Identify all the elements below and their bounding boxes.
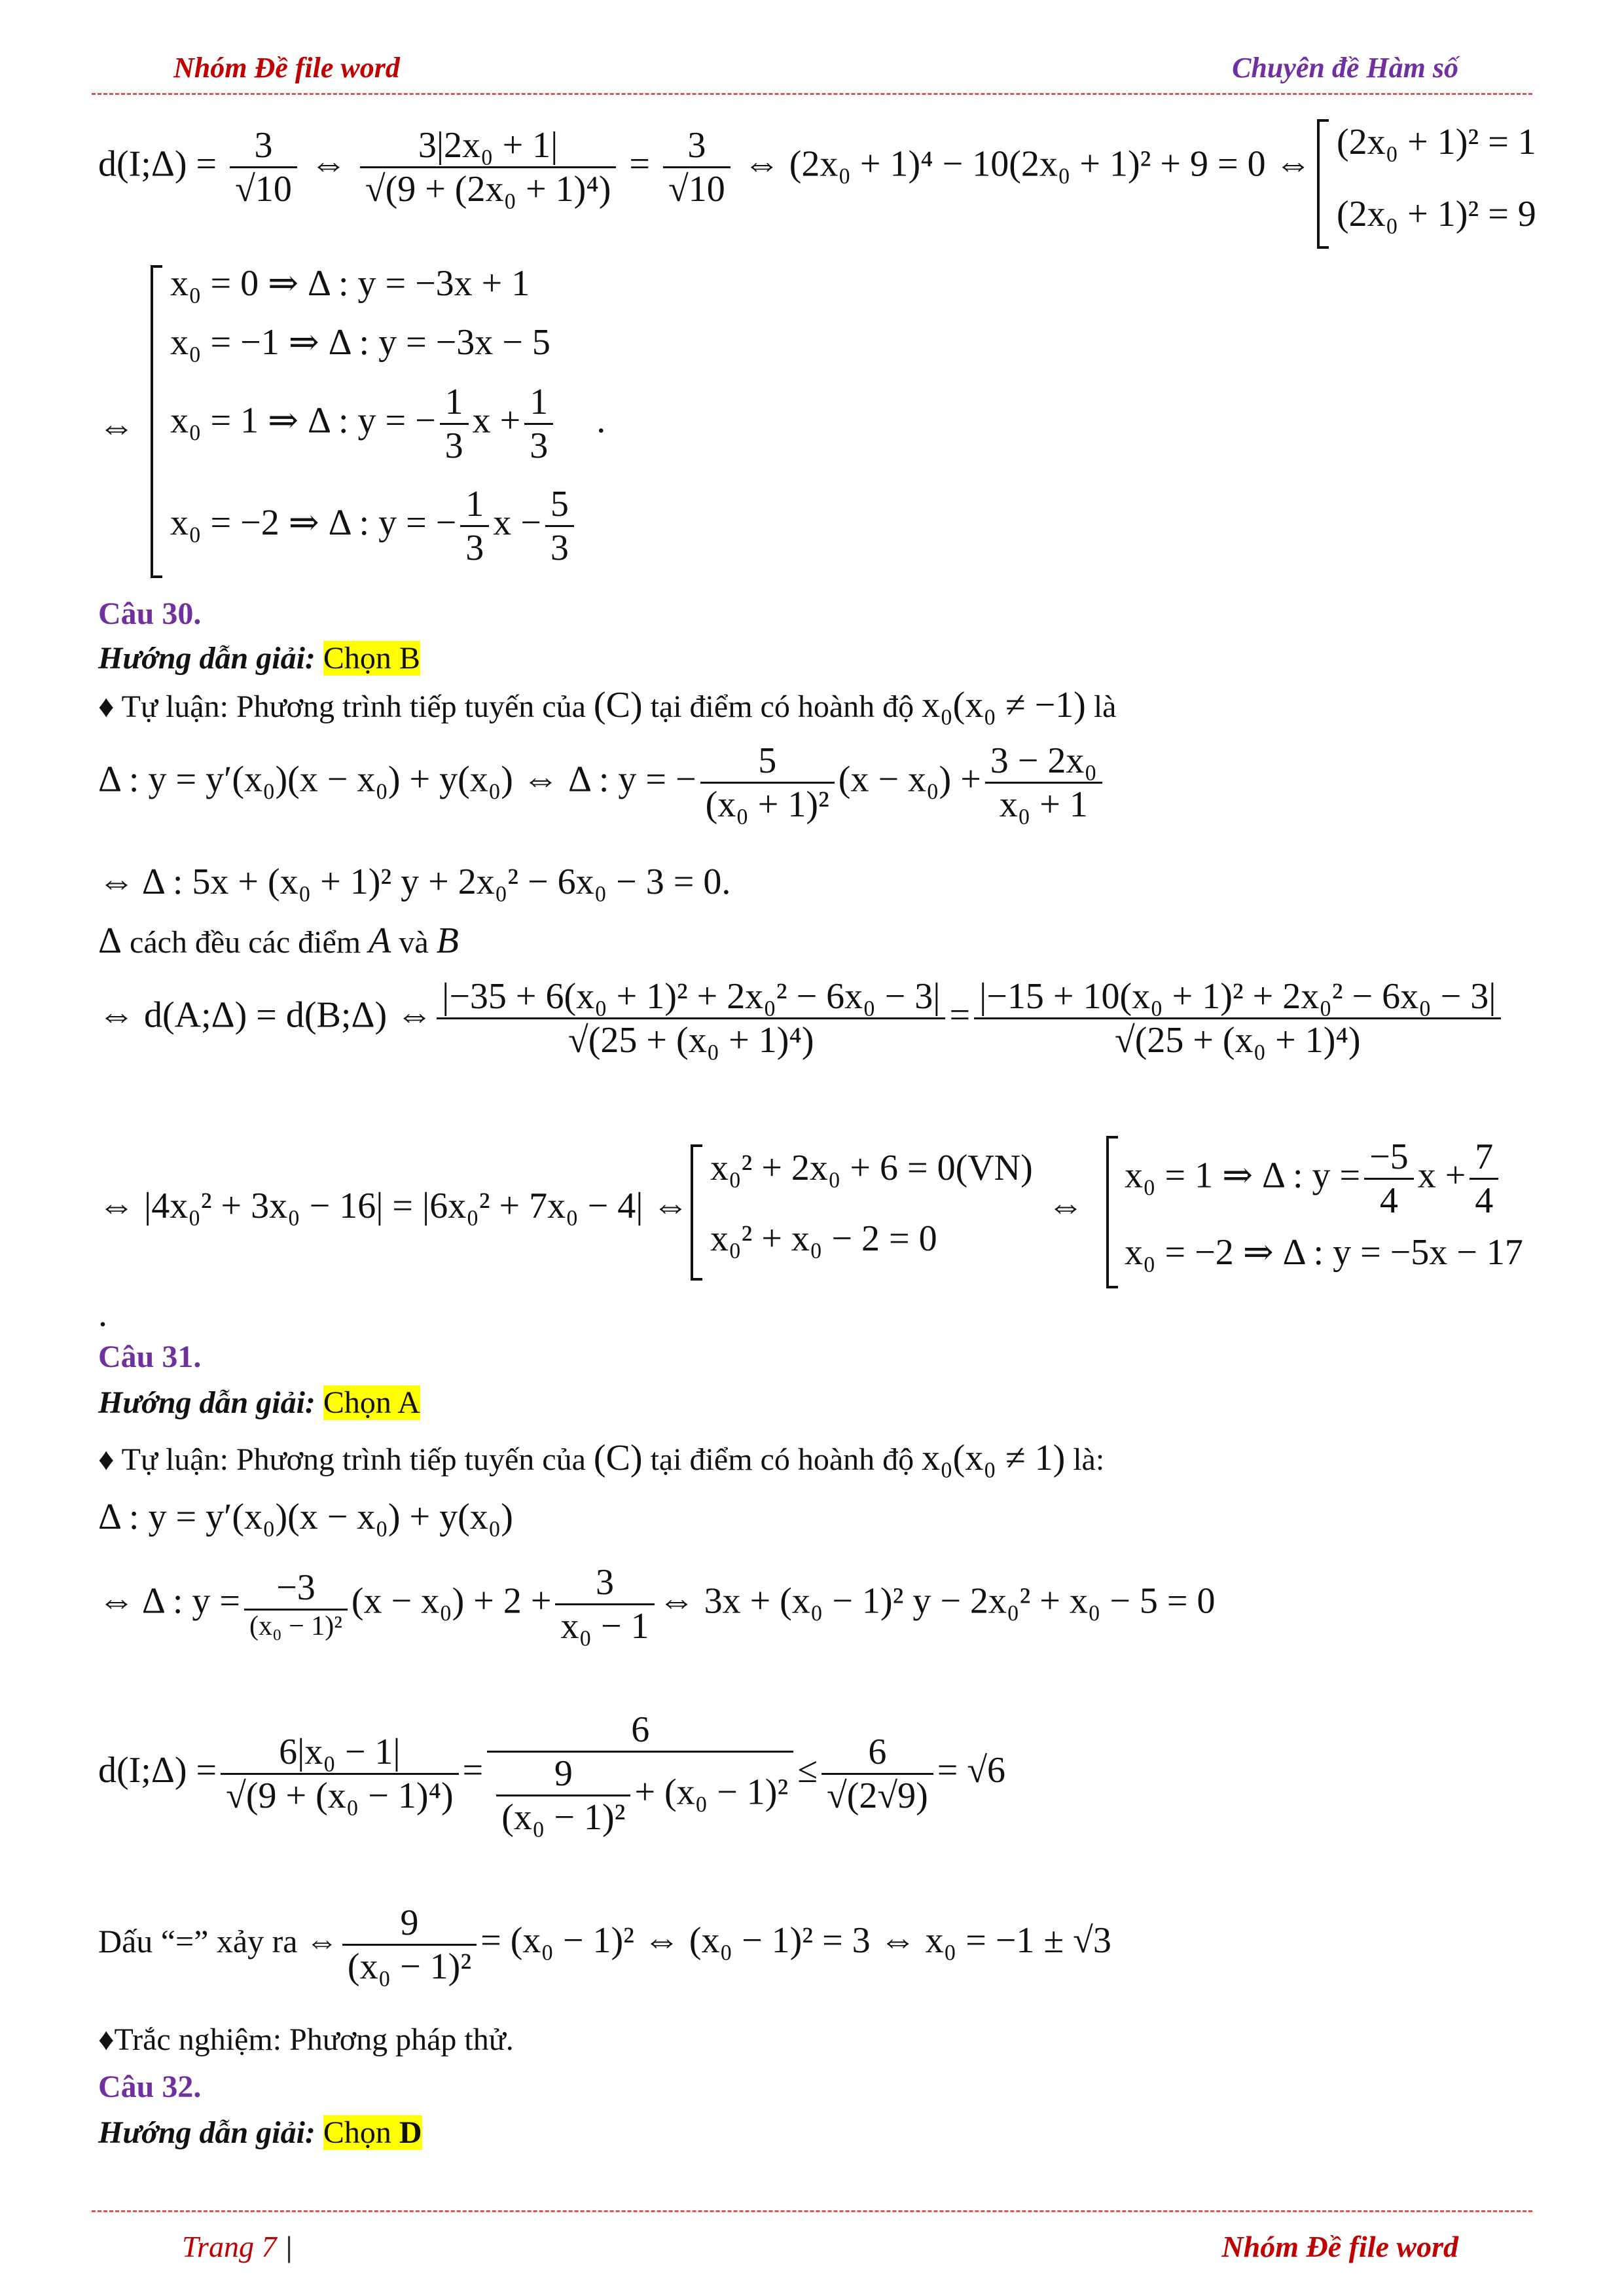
- eq1-case-bracket: [1317, 119, 1329, 249]
- system-arrow: ⇔: [98, 407, 135, 447]
- q30-guide: Hướng dẫn giải: Chọn B: [98, 641, 420, 676]
- q31-trial: ♦Trắc nghiệm: Phương pháp thử.: [98, 2022, 514, 2057]
- eq1-frac-3: $\frac{3}{√10}$: [663, 124, 731, 210]
- q31-tangent-eq: Δ : y = y′(x₀)(x − x₀) + y(x₀): [98, 1497, 513, 1537]
- header-left-title: Nhóm Đề file word: [173, 52, 400, 84]
- q30-distance-eq: ⇔ d(A;Δ) = d(B;Δ) ⇔ $\frac{\text{|−35 + 6(x₀ + 1)² + 2x₀² − 6x₀ − 3|}}{\text{√(25 + (x₀ + 1)⁴)}}$ = $\frac{\text{|−15 + 10(x₀ + 1)² + 2x₀² − 6x₀ − 3|}}{\text{√(25 + (x₀ + 1)⁴)}}$: [98, 975, 1505, 1061]
- header-divider: [92, 93, 1532, 95]
- q30-tangent-eq: Δ : y = y′(x₀)(x − x₀) + y(x₀) ⇔ Δ : y = − $\frac{5}{\text{(x₀ + 1)²}}$ (x − x₀) + $\frac{\text{3 − 2x₀}}{\text{x₀ + 1}}$: [98, 740, 1106, 826]
- q30-end-dot: .: [98, 1294, 107, 1334]
- eq1-frac-2: $\frac{\text{3|2x₀ + 1|}}{\text{√(9 + (2x₀ + 1)⁴)}}$: [360, 124, 617, 210]
- footer-page: Trang 7 |: [182, 2230, 293, 2263]
- q30-title: Câu 30.: [98, 596, 202, 631]
- q31-title: Câu 31.: [98, 1339, 202, 1374]
- top-equation-row: d(I;Δ) = $\frac{3}{√10}$ ⇔ $\frac{\text{3|2x₀ + 1|}}{\text{√(9 + (2x₀ + 1)⁴)}}$ = $\frac{3}{√10}$ ⇔ (2x₀ + 1)⁴ − 10(2x₀ + 1)² + 9 = 0 ⇔: [98, 125, 1312, 210]
- q30-system1-bracket: [691, 1144, 702, 1281]
- system-case-3: x₀ = 1 ⇒ Δ : y = − $\frac{1}{3}$ x + $\frac{1}{3}$ .: [170, 382, 606, 466]
- header-right-title: Chuyên đề Hàm số: [1232, 52, 1458, 84]
- q30-system2-b: x₀ = −2 ⇒ Δ : y = −5x − 17: [1125, 1232, 1523, 1273]
- q30-intro: ♦ Tự luận: Phương trình tiếp tuyến của (C) tại điểm có hoành độ x₀(x₀ ≠ −1) là: [98, 685, 1117, 725]
- q30-general-eq: ⇔ Δ : 5x + (x₀ + 1)² y + 2x₀² − 6x₀ − 3 = 0.: [98, 862, 731, 902]
- eq1-rest: ⇔ (2x₀ + 1)⁴ − 10(2x₀ + 1)² + 9 = 0 ⇔: [743, 143, 1312, 185]
- eq1-case-2: (2x₀ + 1)² = 9: [1337, 194, 1536, 234]
- q31-answer: Chọn A: [323, 1385, 420, 1420]
- system-bracket: [151, 265, 162, 578]
- footer-divider: [92, 2210, 1532, 2212]
- q31-distance-eq: d(I;Δ) = $\frac{\text{6|x₀ − 1|}}{\text{√(9 + (x₀ − 1)⁴)}}$ = 6 $\frac{9}{\text{(x₀ − 1)²}}$ + (x₀ − 1)² ≤ $\frac{6}{√(2√9)}$ = √6: [98, 1709, 1006, 1838]
- q30-system2-arrow: ⇔: [1047, 1186, 1084, 1226]
- q31-intro: ♦ Tự luận: Phương trình tiếp tuyến của (C) tại điểm có hoành độ x₀(x₀ ≠ 1) là:: [98, 1438, 1105, 1478]
- q31-tangent-expanded: ⇔ Δ : y = $\frac{-3}{\text{(x₀ − 1)²}}$ (x − x₀) + 2 + $\frac{3}{\text{x₀ − 1}}$ ⇔ 3x + (x₀ − 1)² y − 2x₀² + x₀ − 5 = 0: [98, 1562, 1216, 1647]
- q30-answer: Chọn B: [323, 641, 420, 676]
- eq1-case-1: (2x₀ + 1)² = 1: [1337, 122, 1536, 162]
- q30-abs-eq: ⇔ |4x₀² + 3x₀ − 16| = |6x₀² + 7x₀ − 4| ⇔: [98, 1186, 689, 1226]
- q30-system1-b: x₀² + x₀ − 2 = 0: [710, 1218, 937, 1259]
- footer-right-title: Nhóm Đề file word: [1221, 2230, 1458, 2263]
- q30-system1-a: x₀² + 2x₀ + 6 = 0(VN): [710, 1148, 1033, 1188]
- q30-equidistant: Δ cách đều các điểm A và B: [98, 920, 459, 961]
- q31-guide: Hướng dẫn giải: Chọn A: [98, 1385, 420, 1420]
- system-case-2: x₀ = −1 ⇒ Δ : y = −3x − 5: [170, 322, 550, 363]
- q31-equality-condition: Dấu “=” xảy ra ⇔ $\frac{9}{\text{(x₀ − 1)²}}$ = (x₀ − 1)² ⇔ (x₀ − 1)² = 3 ⇔ x₀ = −1 ± √3: [98, 1903, 1111, 1987]
- q32-title: Câu 32.: [98, 2069, 202, 2104]
- q32-answer: Chọn D: [323, 2115, 422, 2150]
- q32-guide: Hướng dẫn giải: Chọn D: [98, 2115, 422, 2150]
- system-case-1: x₀ = 0 ⇒ Δ : y = −3x + 1: [170, 263, 530, 304]
- q30-system2-bracket: [1106, 1136, 1118, 1288]
- eq1-lhs: d(I;Δ) =: [98, 143, 217, 185]
- q30-system2-a: x₀ = 1 ⇒ Δ : y = $\frac{-5}{4}$ x + $\frac{7}{4}$: [1125, 1136, 1502, 1222]
- system-case-4: x₀ = −2 ⇒ Δ : y = − $\frac{1}{3}$ x − $\frac{5}{3}$: [170, 483, 578, 569]
- eq1-frac-1: $\frac{3}{√10}$: [230, 124, 297, 210]
